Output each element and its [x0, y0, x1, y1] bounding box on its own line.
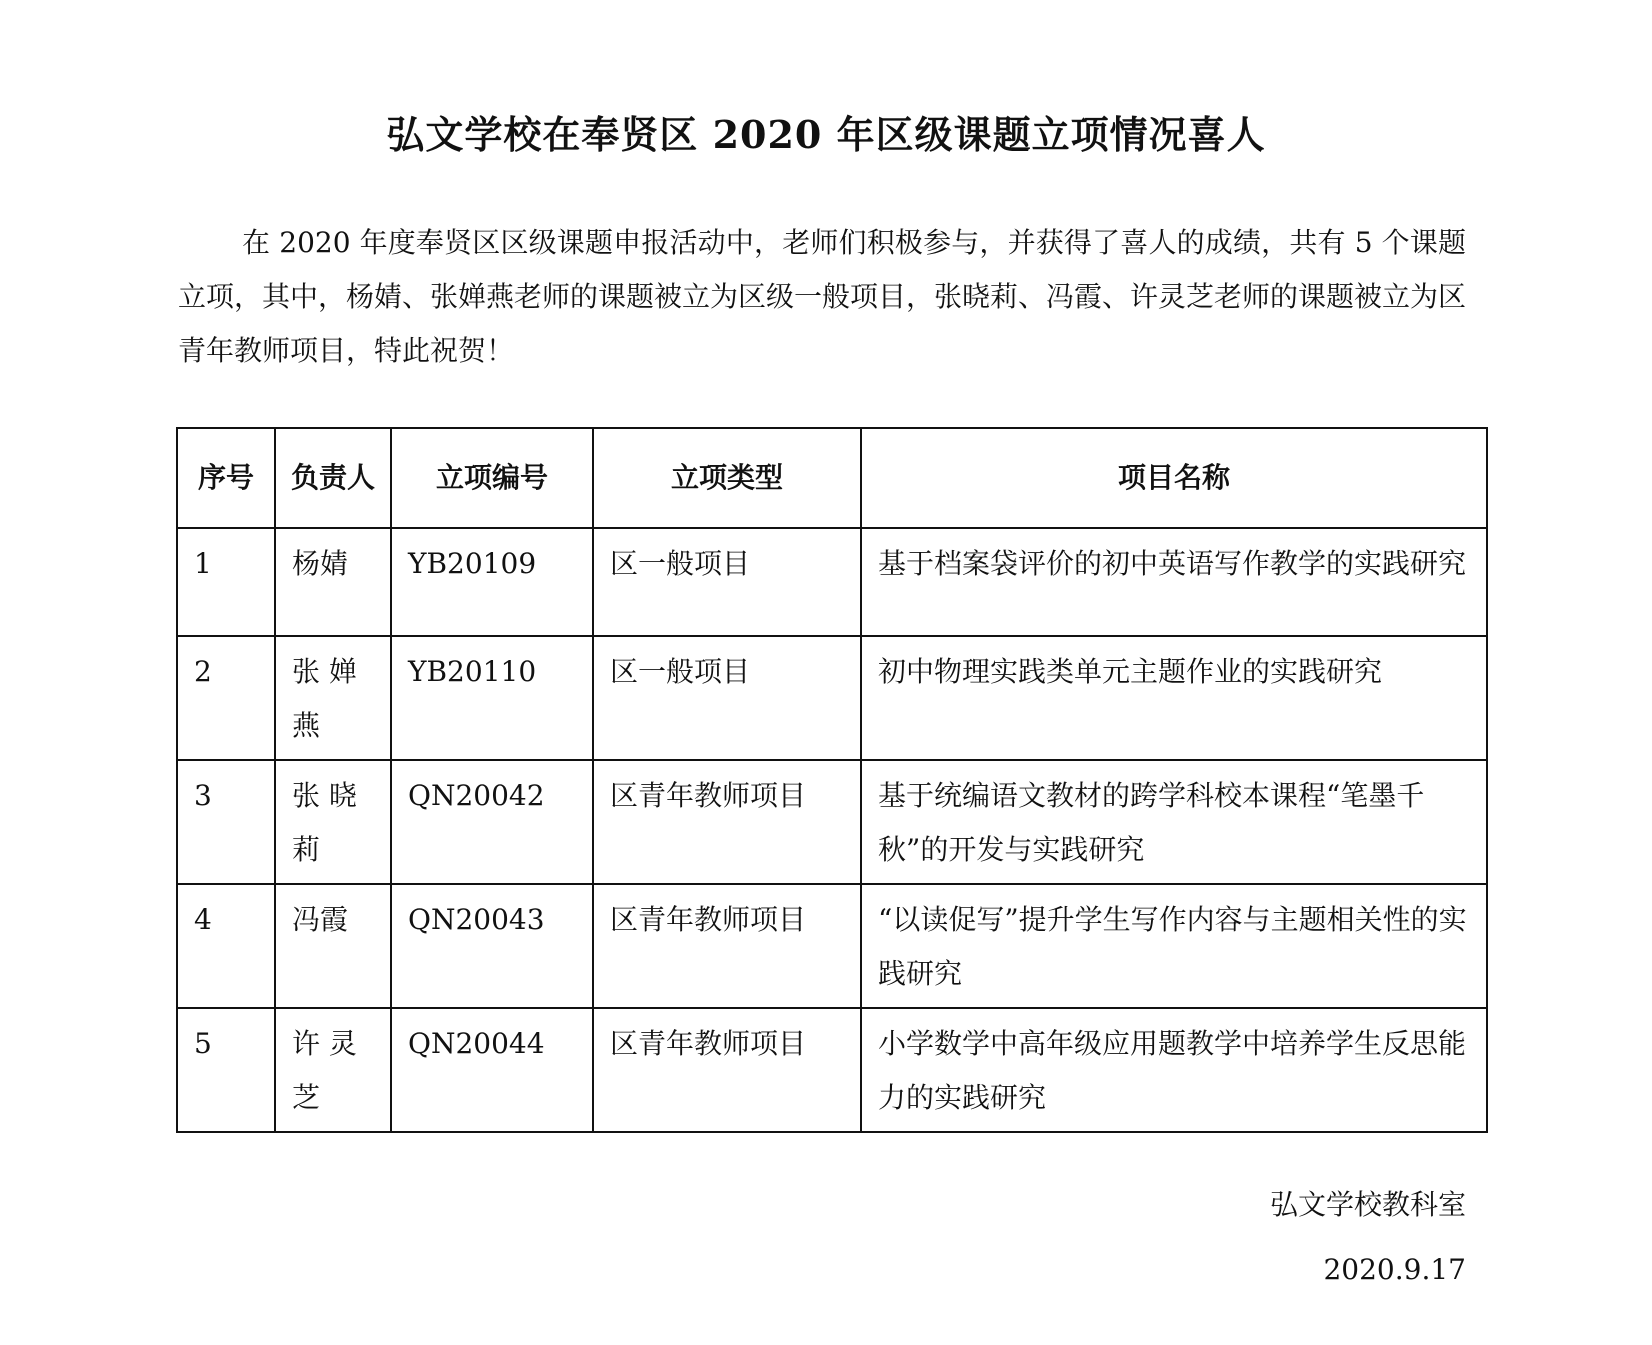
- table-row: [177, 760, 1487, 884]
- cell-no: 5: [177, 1008, 275, 1132]
- table-row: [177, 528, 1487, 636]
- cell-type: 区青年教师项目: [593, 884, 861, 1008]
- intro-paragraph: 在 2020 年度奉贤区区级课题申报活动中，老师们积极参与，并获得了喜人的成绩，共有 5 个课题立项，其中，杨婧、张婵燕老师的课题被立为区级一般项目，张晓莉、冯霞、许灵芝老师的课题被立为区青年教师项目，特此祝贺！: [178, 226, 1467, 367]
- cell-no: 2: [177, 636, 275, 760]
- cell-no: 1: [177, 528, 275, 636]
- cell-project-name: 基于统编语文教材的跨学科校本课程“笔墨千秋”的开发与实践研究: [861, 760, 1487, 884]
- cell-project-name: “以读促写”提升学生写作内容与主题相关性的实践研究: [861, 884, 1487, 1008]
- table-row: [177, 884, 1487, 1008]
- signature-date: 2020.9.17: [1323, 1253, 1466, 1286]
- cell-type: 区青年教师项目: [593, 1008, 861, 1132]
- cell-person: 杨婧: [275, 528, 391, 636]
- table-row: [177, 636, 1487, 760]
- cell-project-name: 基于档案袋评价的初中英语写作教学的实践研究: [861, 528, 1487, 636]
- cell-code: QN20043: [391, 884, 593, 1008]
- cell-code: YB20109: [391, 528, 593, 636]
- cell-type: 区青年教师项目: [593, 760, 861, 884]
- table-header-row: [177, 428, 1487, 528]
- cell-person: 张 晓 莉: [275, 760, 391, 884]
- cell-type: 区一般项目: [593, 528, 861, 636]
- header-name: 项目名称: [861, 428, 1487, 528]
- cell-project-name: 小学数学中高年级应用题教学中培养学生反思能力的实践研究: [861, 1008, 1487, 1132]
- cell-project-name: 初中物理实践类单元主题作业的实践研究: [861, 636, 1487, 760]
- header-no: 序号: [177, 428, 275, 528]
- cell-type: 区一般项目: [593, 636, 861, 760]
- cell-person: 冯霞: [275, 884, 391, 1008]
- header-person: 负责人: [275, 428, 391, 528]
- cell-no: 3: [177, 760, 275, 884]
- cell-person: 张 婵 燕: [275, 636, 391, 760]
- cell-code: QN20044: [391, 1008, 593, 1132]
- document-title: 弘文学校在奉贤区 2020 年区级课题立项情况喜人: [386, 112, 1266, 157]
- header-code: 立项编号: [391, 428, 593, 528]
- cell-no: 4: [177, 884, 275, 1008]
- signature-org: 弘文学校教科室: [1269, 1188, 1466, 1221]
- header-type: 立项类型: [593, 428, 861, 528]
- cell-code: QN20042: [391, 760, 593, 884]
- projects-table: [176, 427, 1488, 1133]
- cell-person: 许 灵 芝: [275, 1008, 391, 1132]
- cell-code: YB20110: [391, 636, 593, 760]
- table-row: [177, 1008, 1487, 1132]
